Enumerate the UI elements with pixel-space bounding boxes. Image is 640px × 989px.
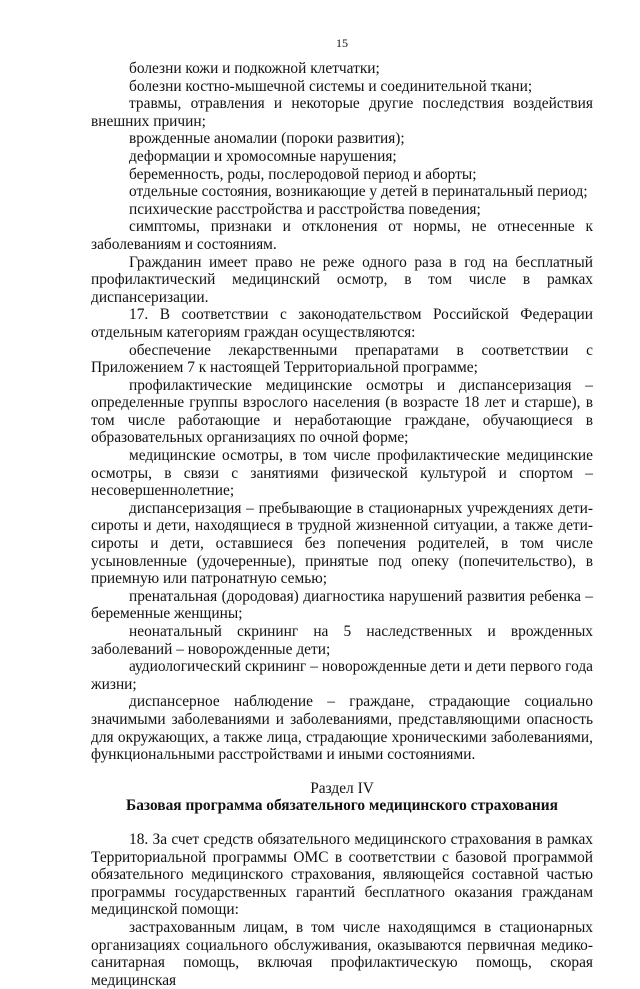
paragraph: медицинские осмотры, в том числе профилактические медицинские осмотры, в связи с занятиями физической культурой и спортом –несовершеннолетние; <box>91 447 593 500</box>
paragraph: профилактические медицинские осмотры и диспансеризация – определенные группы взрослого населения (в возрасте 18 лет и старше), в том числе работающие и неработающие граждане, обучающиеся в образовательных организациях по очной форме; <box>91 376 593 447</box>
paragraph: пренатальная (дородовая) диагностика нарушений развития ребенка – беременные женщины; <box>91 587 593 623</box>
body-text-top <box>91 60 593 764</box>
paragraph: травмы, отравления и некоторые другие последствия воздействия внешних причин; <box>91 95 593 130</box>
paragraph: диспансерное наблюдение – граждане, страдающие социально значимыми заболеваниями и заболеваниями, представляющими опасность для окружающих, а также лица, страдающие хроническими заболеваниями, функциональными расстройствами и иными состояниями. <box>91 693 593 764</box>
paragraph: отдельные состояния, возникающие у детей в перинатальный период; <box>129 183 588 201</box>
paragraph: болезни кожи и подкожной клетчатки; <box>129 60 380 77</box>
paragraph: деформации и хромосомные нарушения; <box>129 147 397 165</box>
paragraph: беременность, роды, послеродовой период и аборты; <box>129 165 477 183</box>
document-page <box>91 36 593 989</box>
paragraph: диспансеризация – пребывающие в стационарных учреждениях дети-сироты и дети, находящиеся в трудной жизненной ситуации, а также дети-сироты и дети, оставшиеся без попечения родителей, в том числе усыновленные (удочеренные), принятые под опеку (попечительство), в приемную или патронатную семью; <box>91 499 593 588</box>
paragraph: Гражданин имеет право не реже одного раза в год на бесплатный профилактический медицинский осмотр, в том числе в рамках диспансеризации. <box>91 253 593 306</box>
paragraph: врожденные аномалии (пороки развития); <box>129 130 405 148</box>
paragraph: 18. За счет средств обязательного медицинского страхования в рамках Территориальной программы ОМС в соответствии с базовой программой обязательного медицинского страхования, являющейся составной частью программы государственных гарантий бесплатного оказания гражданам медицинской помощи: <box>91 830 593 919</box>
page-number: 15 <box>336 36 348 50</box>
paragraph: психические расстройства и расстройства поведения; <box>129 200 481 218</box>
body-text-bottom <box>91 831 593 989</box>
section-title: Базовая программа обязательного медицинского страхования <box>126 797 558 815</box>
paragraph: неонатальный скрининг на 5 наследственных и врожденных заболеваний – новорожденные дети; <box>91 623 593 658</box>
paragraph: болезни костно-мышечной системы и соединительной ткани; <box>129 77 533 95</box>
paragraph: аудиологический скрининг – новорожденные дети и дети первого года жизни; <box>91 658 593 693</box>
paragraph: 17. В соответствии с законодательством Российской Федерации отдельным категориям граждан осуществляются: <box>91 306 593 341</box>
section-label: Раздел IV <box>310 779 374 797</box>
paragraph: застрахованным лицам, в том числе находящимся в стационарных организациях социального обслуживания, оказываются первичная медико-санитарная помощь, включая профилактическую помощь, скорая медицинская <box>91 918 593 989</box>
paragraph: обеспечение лекарственными препаратами в соответствии с Приложением 7 к настоящей Территориальной программе; <box>91 341 593 377</box>
paragraph: симптомы, признаки и отклонения от нормы, не отнесенные к заболеваниям и состояниям. <box>91 218 593 253</box>
